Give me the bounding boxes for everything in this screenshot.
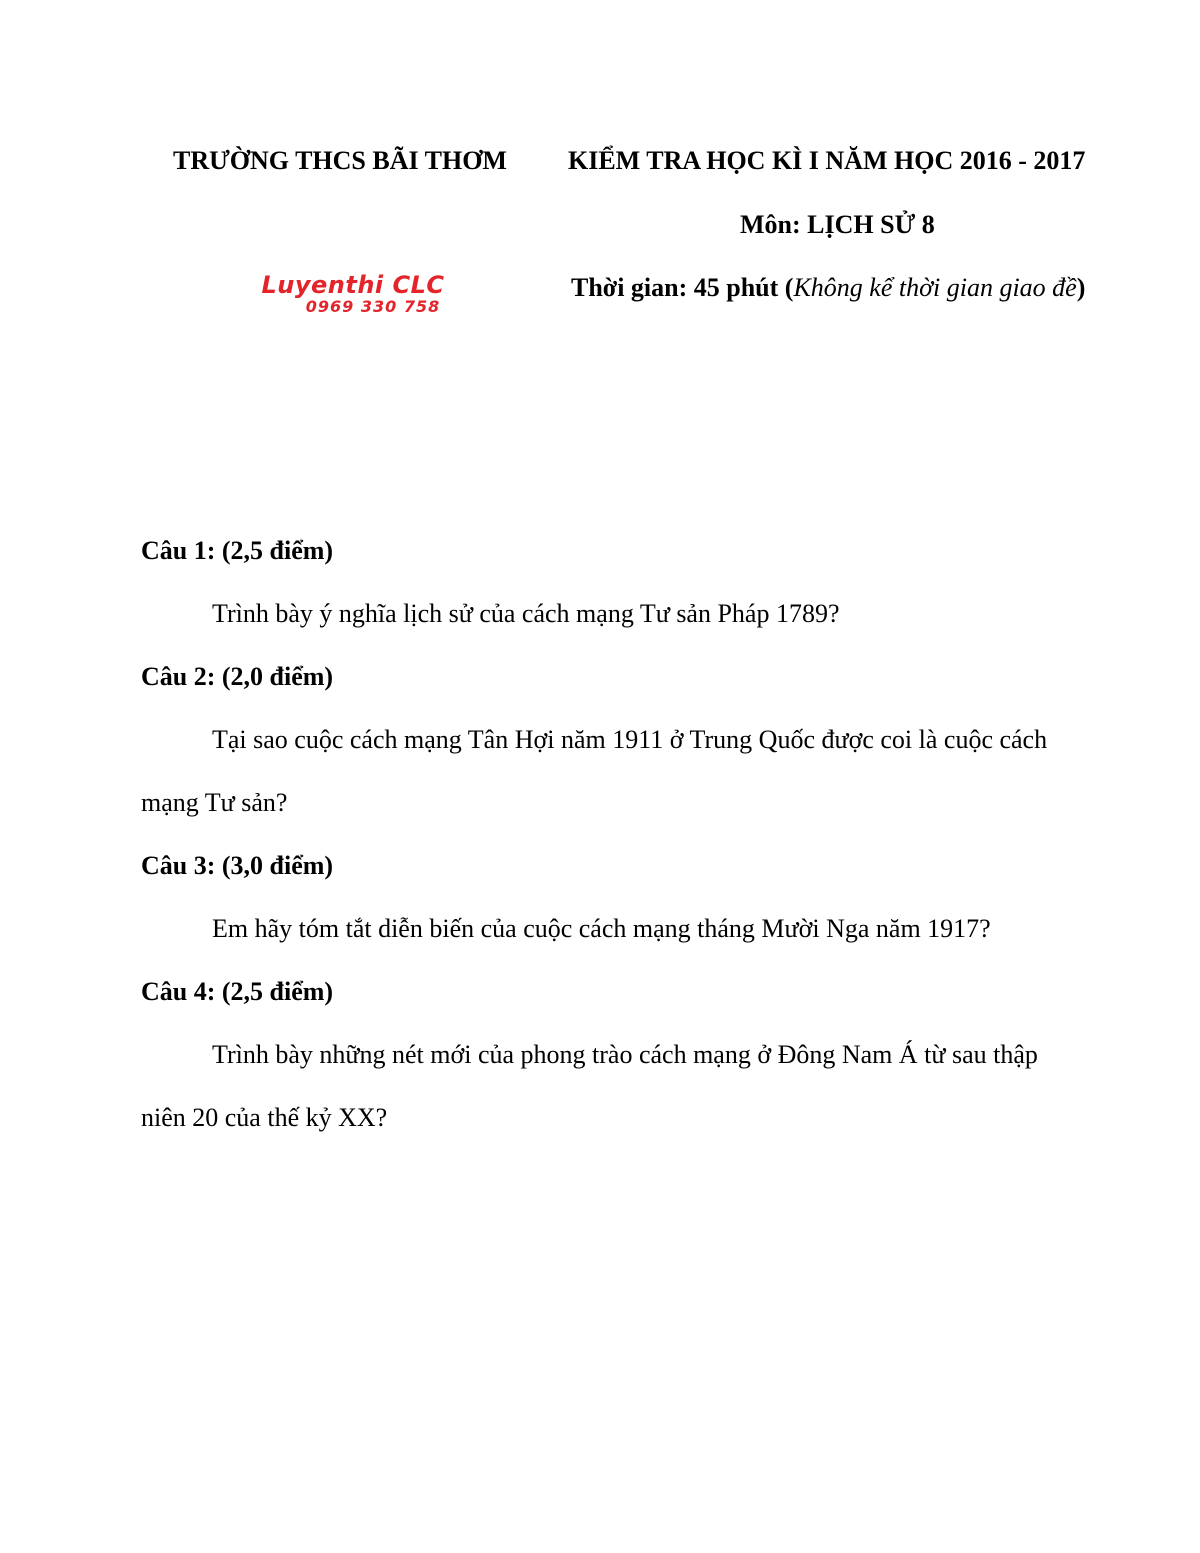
- exam-duration: [571, 273, 1085, 303]
- exam-title: KIỂM TRA HỌC KÌ I NĂM HỌC 2016 - 2017: [568, 146, 1086, 175]
- duration-label: Thời gian: 45 phút (: [571, 273, 794, 302]
- watermark-logo: [242, 272, 464, 320]
- question-4-text-line-2: niên 20 của thế kỷ XX?: [141, 1103, 388, 1132]
- question-3-text: Em hãy tóm tắt diễn biến của cuộc cách mạng tháng Mười Nga năm 1917?: [212, 914, 991, 943]
- question-1-heading: Câu 1: (2,5 điểm): [141, 536, 334, 565]
- duration-close: ): [1076, 273, 1086, 302]
- logo-phone: 0969 330 758: [305, 297, 441, 316]
- question-2-heading: Câu 2: (2,0 điểm): [141, 662, 334, 691]
- logo-name: Luyenthi CLC: [261, 271, 445, 299]
- question-4-text-line-1: Trình bày những nét mới của phong trào cách mạng ở Đông Nam Á từ sau thập: [212, 1040, 1038, 1069]
- school-name: TRƯỜNG THCS BÃI THƠM: [173, 146, 507, 175]
- exam-subject: Môn: LỊCH SỬ 8: [740, 210, 935, 239]
- question-4-heading: Câu 4: (2,5 điểm): [141, 977, 334, 1006]
- duration-note: Không kể thời gian giao đề: [793, 273, 1077, 302]
- question-2-text-line-2: mạng Tư sản?: [141, 788, 288, 817]
- question-3-heading: Câu 3: (3,0 điểm): [141, 851, 334, 880]
- question-2-text-line-1: Tại sao cuộc cách mạng Tân Hợi năm 1911 ở Trung Quốc được coi là cuộc cách: [212, 725, 1048, 754]
- question-1-text: Trình bày ý nghĩa lịch sử của cách mạng Tư sản Pháp 1789?: [212, 599, 840, 628]
